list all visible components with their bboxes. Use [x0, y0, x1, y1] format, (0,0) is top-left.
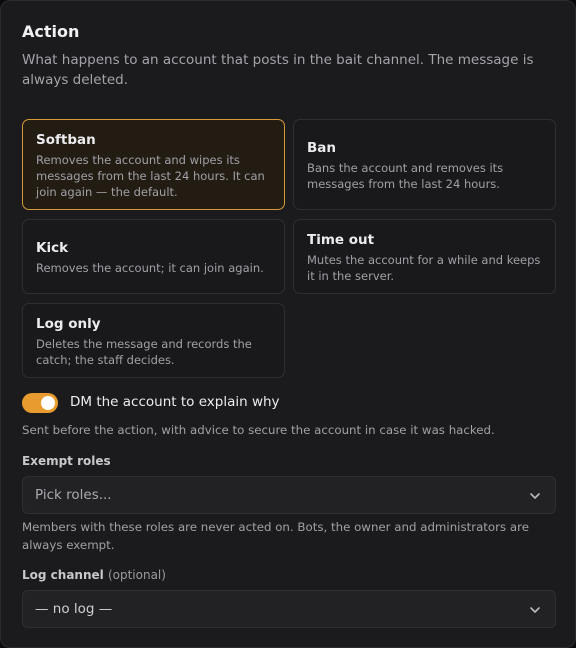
dm-toggle-row — [22, 393, 552, 415]
action-option-description: Mutes the account for a while and keeps it in the server. — [307, 253, 541, 283]
toggle-knob — [41, 396, 55, 410]
log-channel-value: — no log — — [35, 601, 113, 617]
action-option-title: Kick — [36, 240, 69, 256]
action-option-description: Bans the account and removes its messages from the last 24 hours. — [307, 161, 504, 191]
chevron-down-icon — [529, 604, 541, 616]
action-option-log-only[interactable] — [22, 303, 285, 378]
dm-help-text: Sent before the action, with advice to secure the account in case it was hacked. — [22, 423, 495, 437]
action-option-ban[interactable] — [293, 119, 556, 210]
log-channel-label-text: Log channel — [22, 568, 104, 582]
exempt-roles-help: Members with these roles are never acted on. Bots, the owner and administrators are always exempt. — [22, 520, 529, 552]
log-channel-label — [22, 568, 166, 582]
log-channel-select[interactable] — [22, 590, 556, 628]
section-title: Action — [22, 22, 80, 41]
action-option-title: Time out — [307, 232, 375, 248]
optional-tag: (optional) — [107, 568, 166, 582]
action-option-time-out[interactable] — [293, 219, 556, 294]
action-option-description: Removes the account; it can join again. — [36, 261, 264, 275]
action-option-description: Removes the account and wipes its messages from the last 24 hours. It can join again — the default. — [36, 153, 265, 199]
action-option-kick[interactable] — [22, 219, 285, 294]
action-option-softban[interactable] — [22, 119, 285, 210]
exempt-roles-placeholder: Pick roles... — [35, 487, 112, 503]
exempt-roles-select[interactable] — [22, 476, 556, 514]
section-description: What happens to an account that posts in the bait channel. The message is always deleted. — [22, 52, 534, 88]
exempt-roles-label: Exempt roles — [22, 454, 111, 468]
action-option-title: Log only — [36, 316, 101, 332]
dm-toggle-switch[interactable] — [22, 393, 58, 413]
action-option-title: Softban — [36, 132, 96, 148]
action-option-description: Deletes the message and records the catch; the staff decides. — [36, 337, 252, 367]
action-option-title: Ban — [307, 140, 337, 156]
chevron-down-icon — [529, 490, 541, 502]
dm-toggle-label[interactable]: DM the account to explain why — [70, 394, 280, 410]
